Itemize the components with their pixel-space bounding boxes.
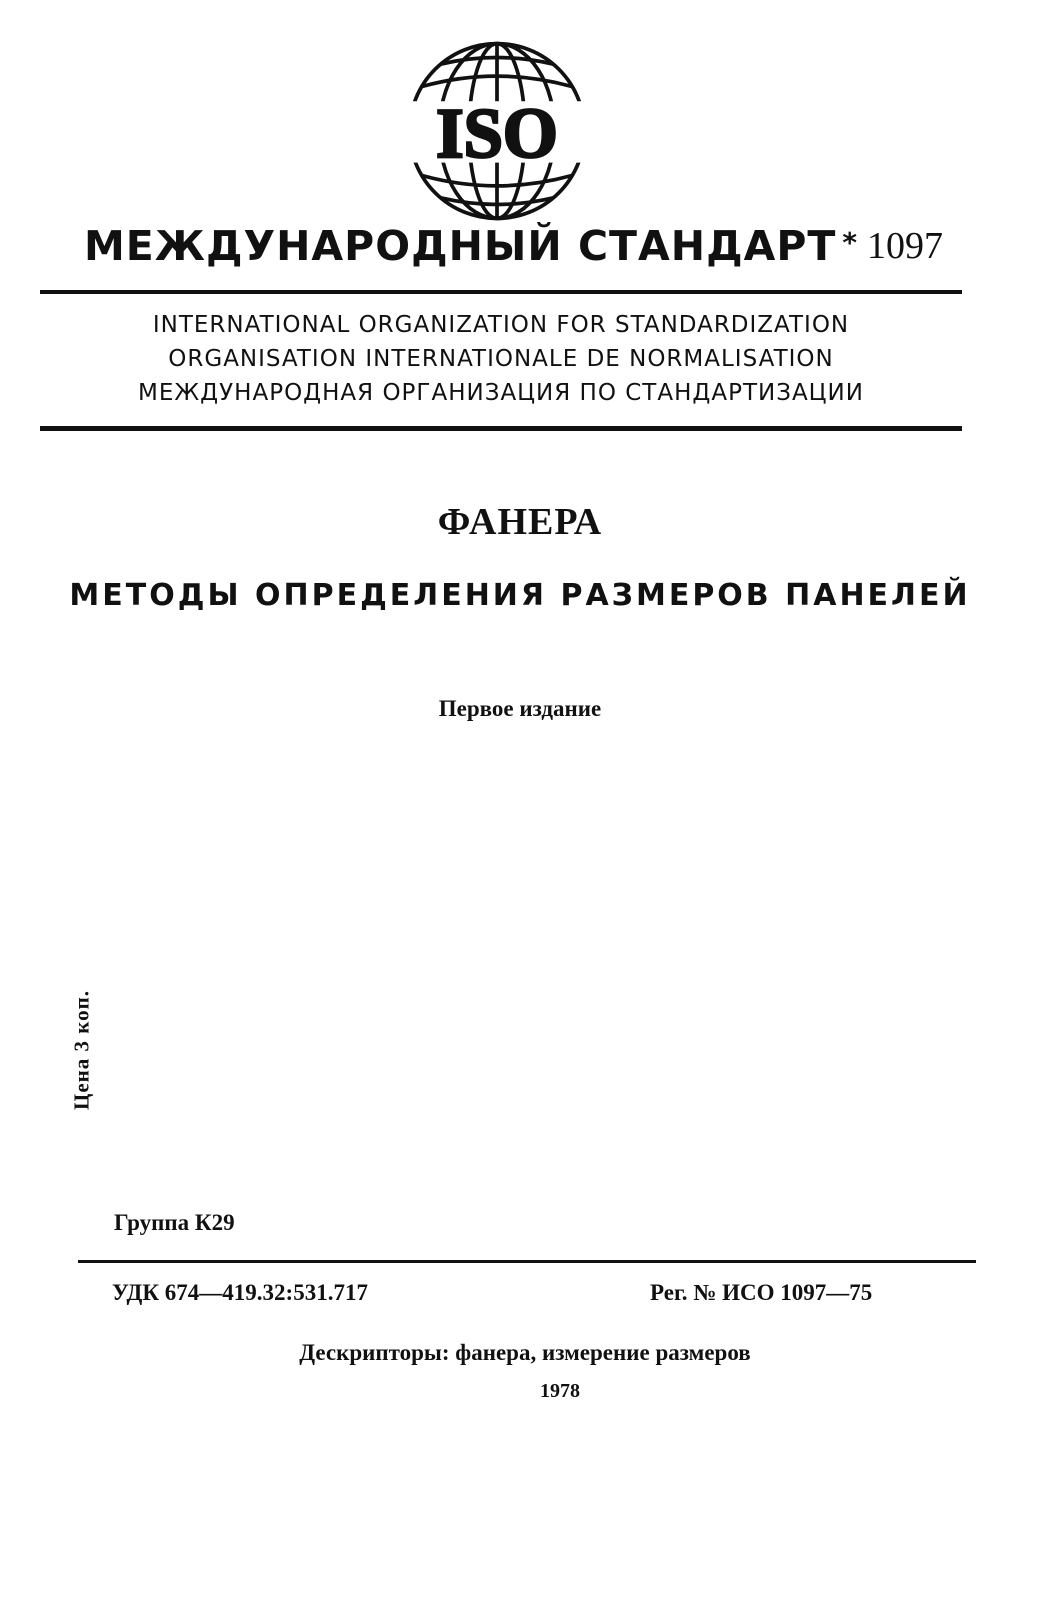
- price-text: Цена 3 коп.: [69, 990, 94, 1110]
- header-title: [84, 222, 964, 282]
- org-name-ru: МЕЖДУНАРОДНАЯ ОРГАНИЗАЦИЯ ПО СТАНДАРТИЗАЦИИ: [138, 380, 864, 406]
- iso-globe-icon: [404, 38, 590, 224]
- logo-text: ISO: [436, 95, 558, 174]
- group-label: Группа К29: [114, 1210, 235, 1235]
- registration-number: Рег. № ИСО 1097—75: [650, 1280, 873, 1305]
- header-star: *: [842, 226, 858, 259]
- standard-number: 1097: [867, 225, 943, 267]
- udk-code: УДК 674—419.32:531.717: [112, 1280, 368, 1305]
- edition-label: Первое издание: [438, 696, 602, 721]
- org-name-en: INTERNATIONAL ORGANIZATION FOR STANDARDIZATION: [152, 312, 850, 338]
- divider-middle: [40, 426, 962, 431]
- divider-bottom: [78, 1260, 976, 1263]
- publication-year: 1978: [540, 1380, 580, 1402]
- org-name-fr: ORGANISATION INTERNATIONALE DE NORMALISATION: [168, 346, 834, 372]
- header-title-text: МЕЖДУНАРОДНЫЙ СТАНДАРТ: [84, 222, 837, 270]
- divider-top: [40, 290, 962, 294]
- descriptors: Дескрипторы: фанера, измерение размеров: [299, 1340, 751, 1365]
- document-title: ФАНЕРА: [437, 501, 603, 543]
- document-subtitle: МЕТОДЫ ОПРЕДЕЛЕНИЯ РАЗМЕРОВ ПАНЕЛЕЙ: [69, 578, 971, 613]
